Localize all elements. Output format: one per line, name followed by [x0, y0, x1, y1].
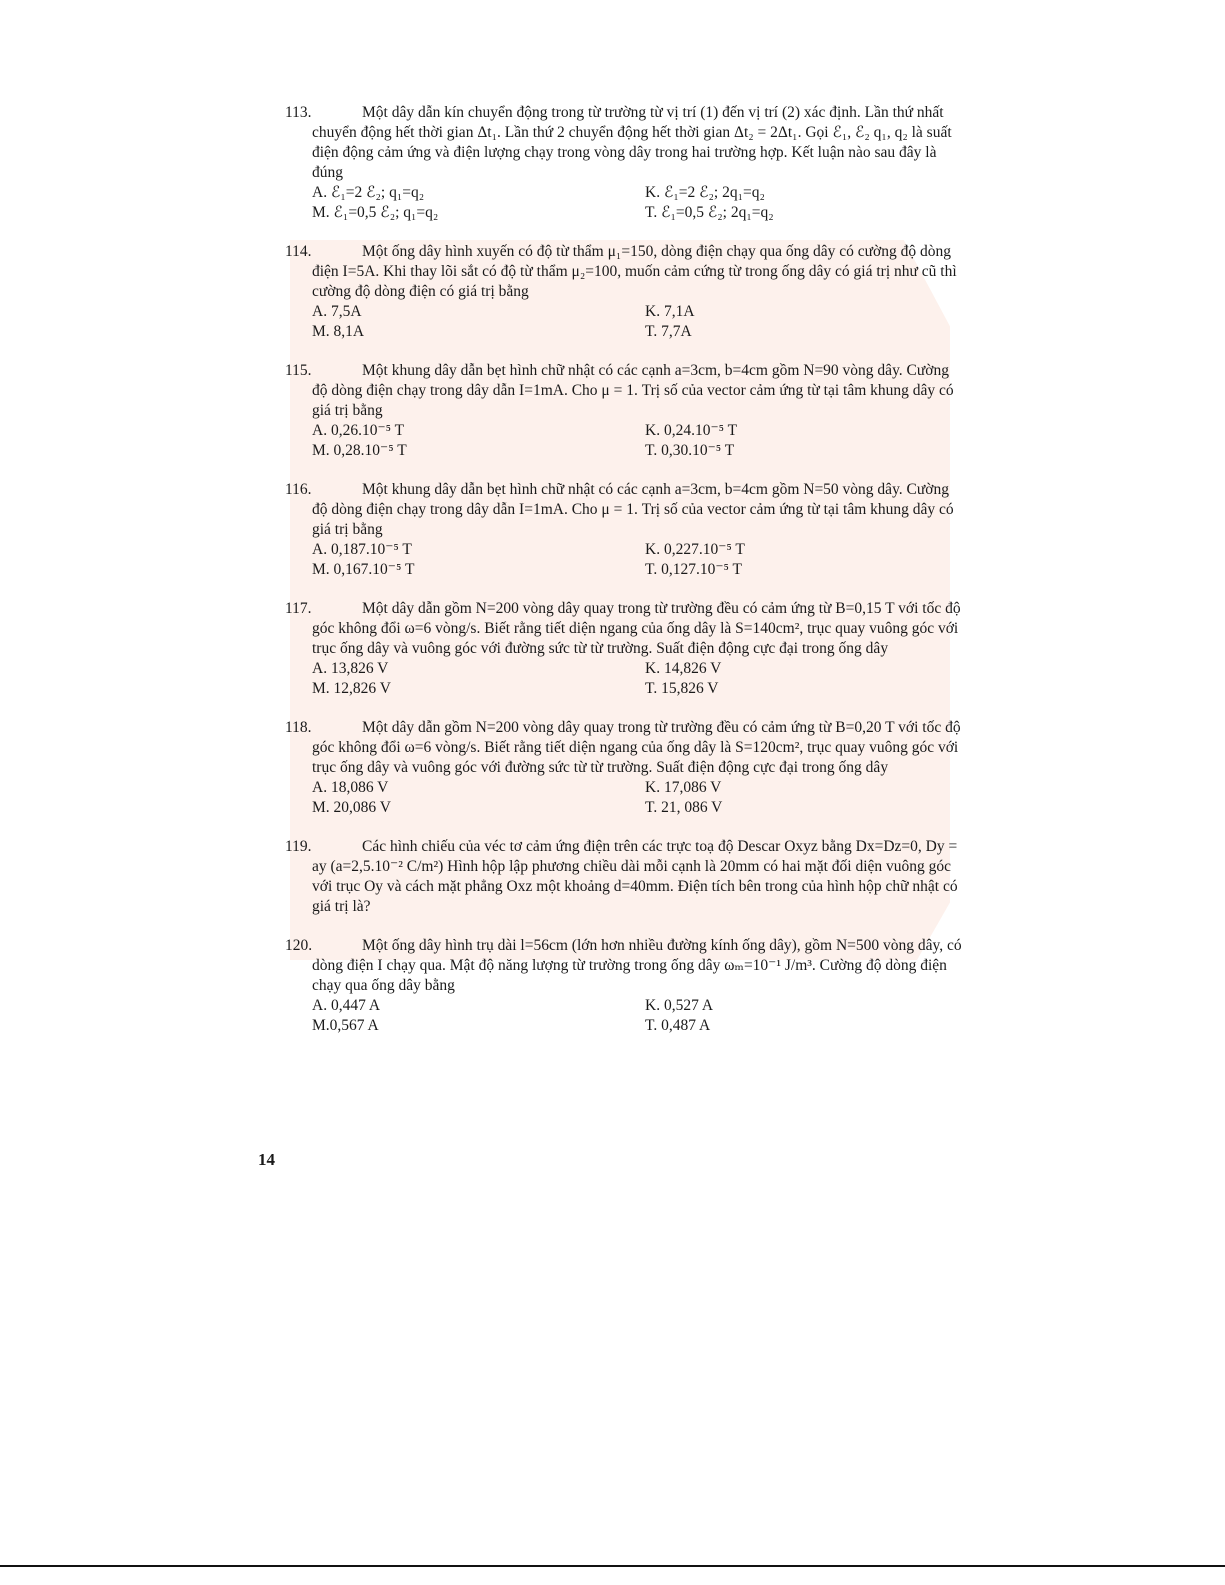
question-text: Một dây dẫn gồm N=200 vòng dây quay trong từ trường đều có cảm ứng từ B=0,20 T với tốc độ góc không đổi ω=6 vòng/s. Biết rằng tiết diện ngang của ống dây là S=120cm², trục quay vuông góc với trục ống dây và vuông góc với đường sức từ từ trường. Suất điện động cực đại trong ống dây: [312, 719, 961, 776]
question-number: 115.: [285, 362, 312, 379]
question-116: [285, 480, 965, 580]
question-number: 114.: [285, 243, 312, 260]
option-k: K. 0,24.10⁻⁵ T: [645, 422, 738, 439]
option-k: K. 14,826 V: [645, 660, 722, 677]
question-number: 118.: [285, 719, 312, 736]
option-m: M. 8,1A: [312, 323, 365, 340]
option-a: A. 18,086 V: [312, 779, 389, 796]
option-t: T. 15,826 V: [645, 680, 719, 697]
option-a: A. 13,826 V: [312, 660, 389, 677]
option-m: M. ℰ₁=0,5 ℰ₂; q₁=q₂: [312, 204, 439, 221]
option-m: M. 12,826 V: [312, 680, 391, 697]
question-117: [285, 599, 965, 699]
question-115: [285, 361, 965, 461]
answer-options: [285, 183, 965, 223]
option-a: A. 0,26.10⁻⁵ T: [312, 422, 405, 439]
question-text: Một ống dây hình trụ dài l=56cm (lớn hơn nhiều đường kính ống dây), gồm N=500 vòng dây, có dòng điện I chạy qua. Mật độ năng lượng từ trường trong ống dây ωₘ=10⁻¹ J/m³. Cường độ dòng điện chạy qua ống dây bằng: [312, 937, 962, 994]
question-number: 116.: [285, 481, 312, 498]
option-t: T. 0,30.10⁻⁵ T: [645, 442, 735, 459]
option-t: T. ℰ₁=0,5 ℰ₂; 2q₁=q₂: [645, 204, 774, 221]
question-text: Các hình chiếu của véc tơ cảm ứng điện trên các trực toạ độ Descar Oxyz bằng Dx=Dz=0, Dy = ay (a=2,5.10⁻² C/m²) Hình hộp lập phương chiều dài mỗi cạnh là 20mm có hai mặt đối diện vuông góc với trục Oy và cách mặt phẳng Oxz một khoảng d=40mm. Điện tích bên trong của hình hộp chữ nhật có giá trị là?: [312, 838, 958, 915]
option-t: T. 21, 086 V: [645, 799, 723, 816]
option-t: T. 0,487 A: [645, 1017, 711, 1034]
option-t: T. 0,127.10⁻⁵ T: [645, 561, 742, 578]
question-number: 120.: [285, 937, 313, 954]
question-text: Một khung dây dẫn bẹt hình chữ nhật có các cạnh a=3cm, b=4cm gồm N=90 vòng dây. Cường độ dòng điện chạy trong dây dẫn I=1mA. Cho μ = 1. Trị số của vector cảm ứng từ tại tâm khung dây có giá trị bằng: [312, 362, 954, 419]
option-a: A. 0,187.10⁻⁵ T: [312, 541, 412, 558]
option-m: M. 0,167.10⁻⁵ T: [312, 561, 415, 578]
answer-options: [285, 996, 965, 1036]
option-a: A. 0,447 A: [312, 997, 381, 1014]
page-number: 14: [258, 1150, 275, 1169]
option-m: M. 0,28.10⁻⁵ T: [312, 442, 407, 459]
option-m: M. 20,086 V: [312, 799, 391, 816]
question-114: [285, 242, 965, 342]
option-m: M.0,567 A: [312, 1017, 379, 1034]
question-113: [285, 103, 965, 223]
question-list: [285, 103, 965, 1055]
answer-options: [285, 540, 965, 580]
bottom-rule: [0, 1565, 1225, 1567]
answer-options: [285, 302, 965, 342]
option-k: K. 0,527 A: [645, 997, 714, 1014]
question-text: Một dây dẫn kín chuyển động trong từ trường từ vị trí (1) đến vị trí (2) xác định. Lần thứ nhất chuyển động hết thời gian Δt₁. Lần thứ 2 chuyển động hết thời gian Δt₂ = 2Δt₁. Gọi ℰ₁, ℰ₂ q₁, q₂ là suất điện động cảm ứng và điện lượng chạy trong vòng dây trong hai trường hợp. Kết luận nào sau đây là đúng: [312, 104, 952, 181]
question-text: Một dây dẫn gồm N=200 vòng dây quay trong từ trường đều có cảm ứng từ B=0,15 T với tốc độ góc không đổi ω=6 vòng/s. Biết rằng tiết diện ngang của ống dây là S=140cm², trục quay vuông góc với trục ống dây và vuông góc với đường sức từ từ trường. Suất điện động cực đại trong ống dây: [312, 600, 961, 657]
option-k: K. 7,1A: [645, 303, 695, 320]
question-number: 119.: [285, 838, 312, 855]
option-a: A. ℰ₁=2 ℰ₂; q₁=q₂: [312, 184, 425, 201]
option-t: T. 7,7A: [645, 323, 692, 340]
question-120: [285, 936, 965, 1036]
option-k: K. 0,227.10⁻⁵ T: [645, 541, 745, 558]
question-text: Một ống dây hình xuyến có độ từ thẩm μ₁=150, dòng điện chạy qua ống dây có cường độ dòng điện I=5A. Khi thay lõi sắt có độ từ thẩm μ₂=100, muốn cảm cứng từ trong ống dây có giá trị như cũ thì cường độ dòng điện có giá trị bằng: [312, 243, 957, 300]
question-118: [285, 718, 965, 818]
answer-options: [285, 659, 965, 699]
question-119: [285, 837, 965, 917]
option-k: K. ℰ₁=2 ℰ₂; 2q₁=q₂: [645, 184, 765, 201]
option-k: K. 17,086 V: [645, 779, 722, 796]
answer-options: [285, 421, 965, 461]
question-number: 113.: [285, 104, 312, 121]
answer-options: [285, 778, 965, 818]
question-number: 117.: [285, 600, 312, 617]
question-text: Một khung dây dẫn bẹt hình chữ nhật có các cạnh a=3cm, b=4cm gồm N=50 vòng dây. Cường độ dòng điện chạy trong dây dẫn I=1mA. Cho μ = 1. Trị số của vector cảm ứng từ tại tâm khung dây có giá trị bằng: [312, 481, 954, 538]
option-a: A. 7,5A: [312, 303, 362, 320]
